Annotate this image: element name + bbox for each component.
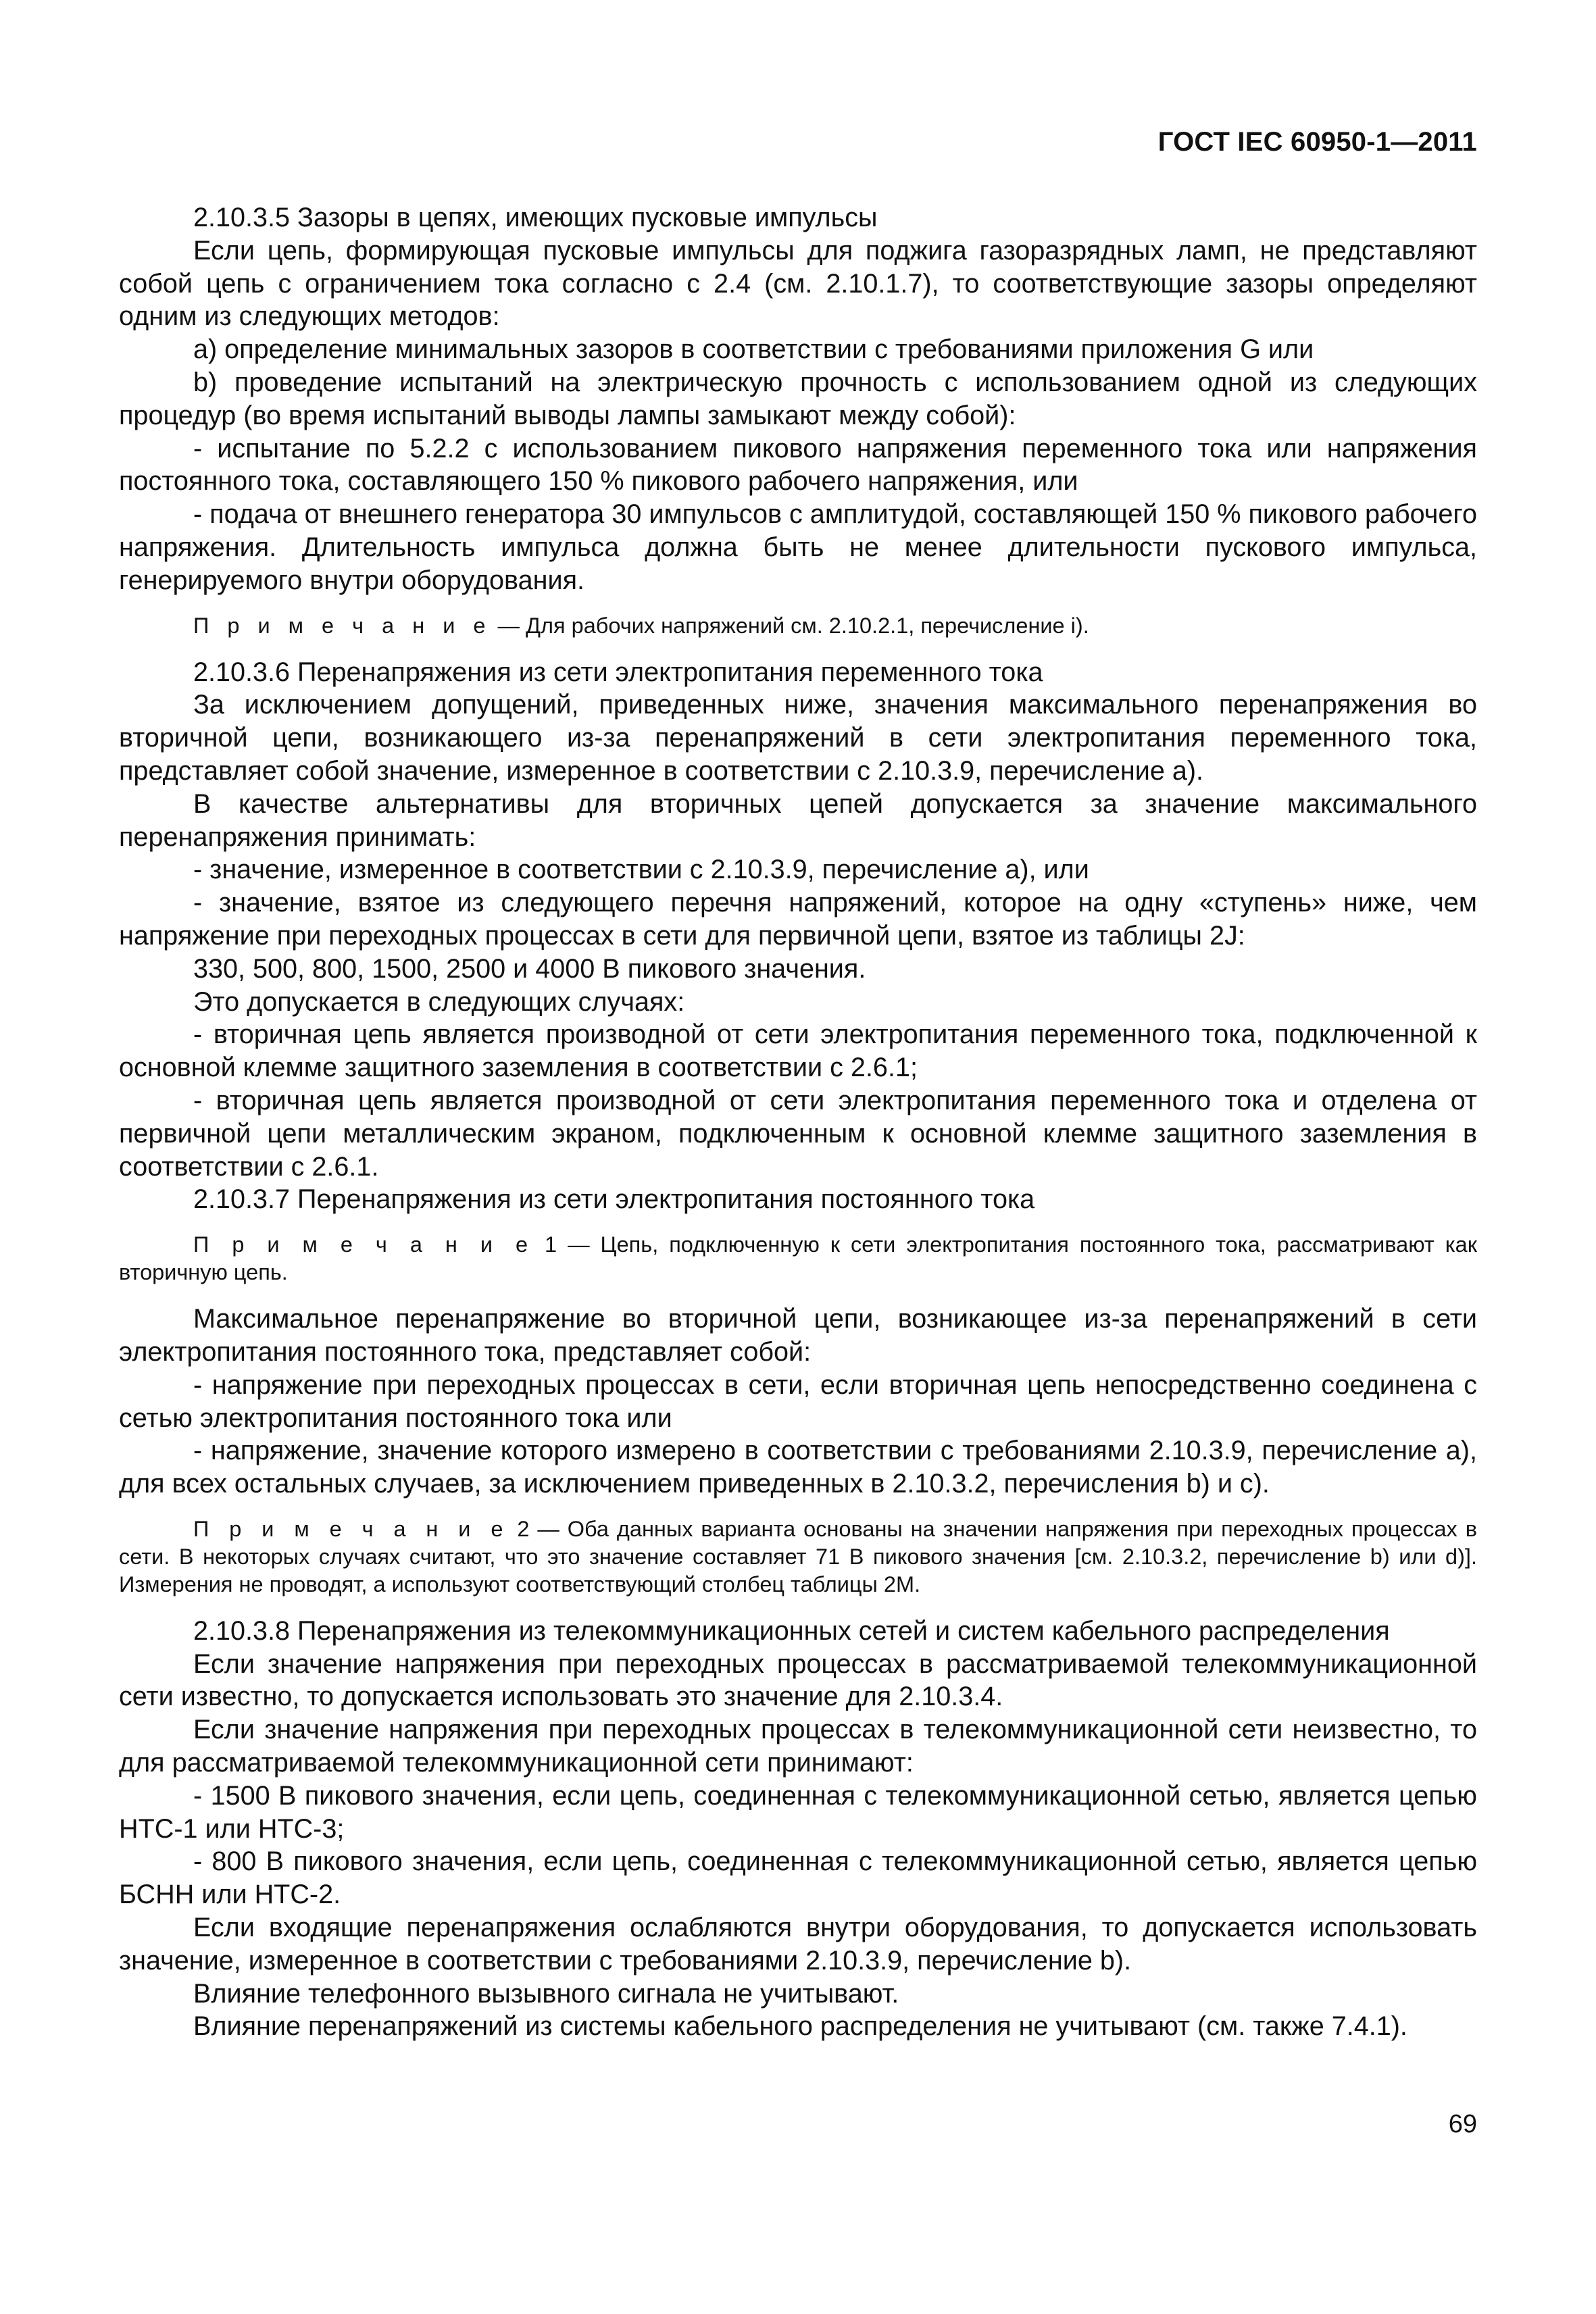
paragraph: В качестве альтернативы для вторичных цепей допускается за значение максимального перенапряжения принимать: [119,788,1477,852]
note-text: 1 — Цепь, подключенную к сети электропитания постоянного тока, рассматривают как вторичную цепь. [119,1232,1477,1285]
list-item: b) проведение испытаний на электрическую прочность с использованием одной из следующих процедур (во время испытаний выводы лампы замыкают между собой): [119,367,1477,430]
note [119,612,1477,640]
voltage-values: 330, 500, 800, 1500, 2500 и 4000 В пикового значения. [193,953,866,984]
list-item: - подача от внешнего генератора 30 импульсов с амплитудой, составляющей 150 % пикового рабочего напряжения. Длительность импульса должна быть не менее длительности пускового импульса, генерируемого внутри оборудования. [119,499,1477,595]
paragraph: Это допускается в следующих случаях: [193,986,685,1017]
list-item: - значение, измеренное в соответствии с 2.10.3.9, перечисление a), или [193,855,1089,885]
note [119,1231,1477,1286]
paragraph: За исключением допущений, приведенных ниже, значения максимального перенапряжения во вторичной цепи, возникающего из-за перенапряжений в сети электропитания переменного тока, представляет собой значение, измеренное в соответствии с 2.10.3.9, перечисление a). [119,690,1477,786]
page-number: 69 [1448,2110,1477,2138]
list-item: - вторичная цепь является производной от сети электропитания переменного тока и отделена от первичной цепи металлическим экраном, подключенным к основной клемме защитного заземления в соответствии с 2.6.1. [119,1085,1477,1182]
section-title: 2.10.3.7 Перенапряжения из сети электропитания постоянного тока [193,1184,1035,1215]
note-label: П р и м е ч а н и е [193,613,492,638]
page-body [119,201,1477,2043]
paragraph: Влияние перенапряжений из системы кабельного распределения не учитывают (см. также 7.4.1). [193,2011,1407,2042]
paragraph: Если значение напряжения при переходных процессах в рассматриваемой телекоммуникационной сети известно, то допускается использовать это значение для 2.10.3.4. [119,1649,1477,1712]
list-item: a) определение минимальных зазоров в соответствии с требованиями приложения G или [193,334,1314,365]
list-item: - испытание по 5.2.2 с использованием пикового напряжения переменного тока или напряжения постоянного тока, составляющего 150 % пикового рабочего напряжения, или [119,433,1477,497]
note [119,1515,1477,1599]
note-text: 2 — Оба данных варианта основаны на значении напряжения при переходных процессах в сети. В некоторых случаях считают, что это значение составляет 71 В пикового значения [см. 2.10.3.2, перечисление b) или d)]. Измерения не проводят, а используют соответствующий столбец таблицы 2M. [119,1516,1477,1596]
list-item: - вторичная цепь является производной от сети электропитания переменного тока, подключенной к основной клемме защитного заземления в соответствии с 2.6.1; [119,1020,1477,1083]
paragraph: Максимальное перенапряжение во вторичной цепи, возникающее из-за перенапряжений в сети электропитания постоянного тока, представляет собой: [119,1304,1477,1367]
paragraph: Влияние телефонного вызывного сигнала не учитывают. [193,1978,899,2009]
list-item: - 800 В пикового значения, если цепь, соединенная с телекоммуникационной сетью, является цепью БСНН или НТС-2. [119,1846,1477,1910]
paragraph: Если значение напряжения при переходных процессах в телекоммуникационной сети неизвестно, то для рассматриваемой телекоммуникационной сети принимают: [119,1715,1477,1778]
list-item: - напряжение при переходных процессах в сети, если вторичная цепь непосредственно соединена с сетью электропитания постоянного тока или [119,1369,1477,1433]
section-title: 2.10.3.5 Зазоры в цепях, имеющих пусковые импульсы [193,203,878,232]
note-text: — Для рабочих напряжений см. 2.10.2.1, перечисление i). [491,613,1089,638]
paragraph: Если входящие перенапряжения ослабляются внутри оборудования, то допускается использовать значение, измеренное в соответствии с требованиями 2.10.3.9, перечисление b). [119,1913,1477,1976]
paragraph: Если цепь, формирующая пусковые импульсы для поджига газоразрядных ламп, не представляют собой цепь с ограничением тока согласно с 2.4 (см. 2.10.1.7), то соответствующие зазоры определяют одним из следующих методов: [119,235,1477,332]
note-label: П р и м е ч а н и е [193,1232,534,1257]
section-title: 2.10.3.6 Перенапряжения из сети электропитания переменного тока [193,657,1043,687]
standard-header: ГОСТ IEC 60950-1—2011 [1157,127,1477,157]
list-item: - 1500 В пикового значения, если цепь, соединенная с телекоммуникационной сетью, является цепью НТС-1 или НТС-3; [119,1780,1477,1844]
list-item: - значение, взятое из следующего перечня напряжений, которое на одну «ступень» ниже, чем напряжение при переходных процессах в сети для первичной цепи, взятое из таблицы 2J: [119,888,1477,951]
section-title: 2.10.3.8 Перенапряжения из телекоммуникационных сетей и систем кабельного распределения [193,1615,1390,1646]
list-item: - напряжение, значение которого измерено в соответствии с требованиями 2.10.3.9, перечисление a), для всех остальных случаев, за исключением приведенных в 2.10.3.2, перечисления b) и c). [119,1436,1477,1499]
note-label: П р и м е ч а н и е [193,1516,509,1541]
